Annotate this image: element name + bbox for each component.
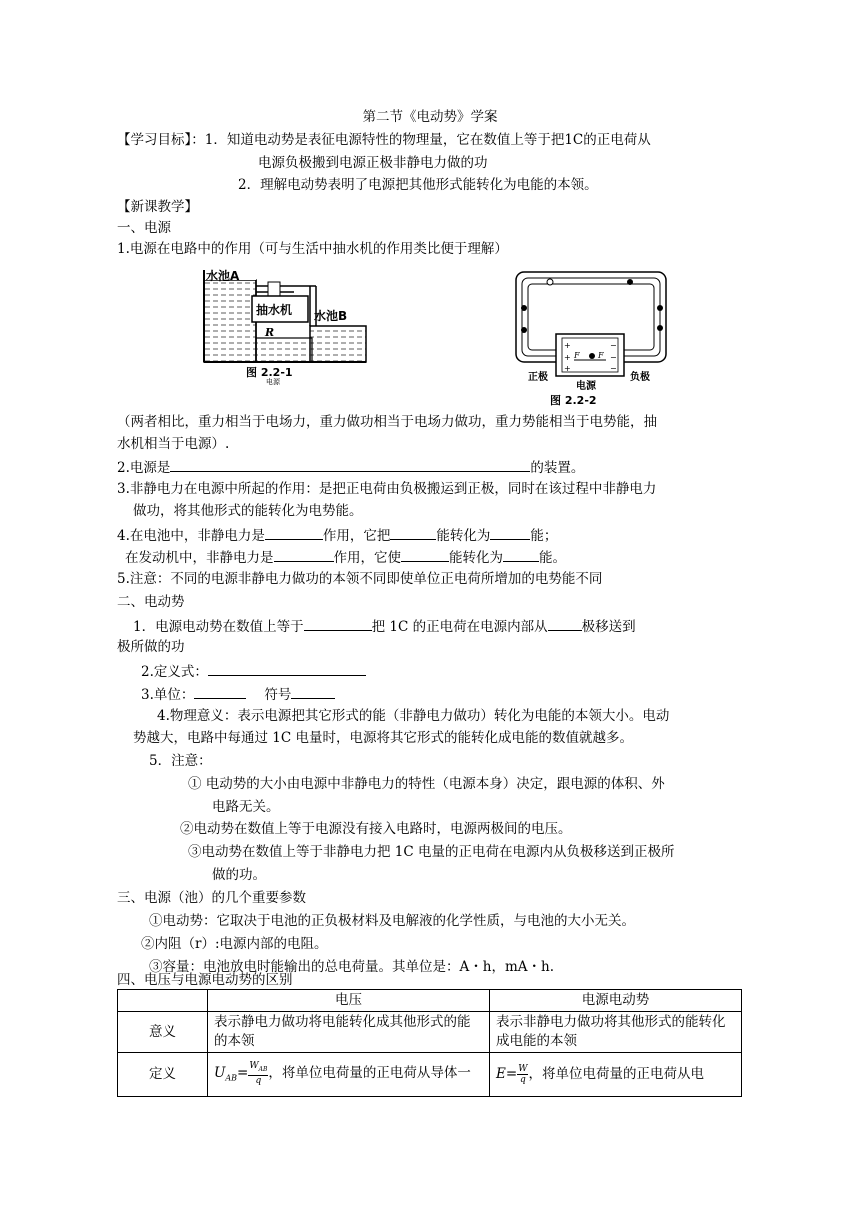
objectives-line1: [117, 130, 651, 150]
section-2-p2: [141, 660, 366, 682]
fill-blank[interactable]: [304, 615, 372, 631]
column-header-voltage: 电压: [208, 990, 490, 1012]
section-2-heading: 二、电动势: [117, 594, 185, 610]
fig2-caption: 图 2.2-2: [550, 394, 597, 407]
voltage-definition-text: ，将单位电荷量的正电荷从导体一: [268, 1065, 471, 1082]
s2p1-part-c: 极移送到: [581, 619, 636, 635]
section-1-p2: [117, 456, 584, 478]
emf-definition-cell: [490, 1053, 742, 1097]
p4-part-d: 能；: [530, 528, 558, 544]
emf-definition-text: ，将单位电荷量的正电荷从电: [528, 1066, 704, 1082]
q-denominator: q: [255, 1076, 262, 1086]
section-4-heading: 四、电压与电源电动势的区别: [117, 972, 293, 988]
param-2: ②内阻（r）:电源内部的电阻。: [141, 936, 328, 952]
table-corner-cell: [118, 990, 208, 1012]
figure-circuit-source: [510, 268, 670, 408]
section-1-heading: 一、电源: [117, 220, 171, 236]
svg-text:+: +: [564, 341, 571, 350]
figure-water-pump: [196, 268, 376, 386]
pool-b-label: 水池B: [314, 309, 348, 323]
definition-label: 2.定义式：: [141, 664, 208, 680]
negative-pole-label: 负极: [630, 372, 650, 383]
fill-blank[interactable]: [390, 524, 436, 540]
emf-fraction: [517, 1064, 528, 1085]
force-label-2: F: [598, 351, 604, 360]
w-numerator: W: [249, 1061, 259, 1072]
svg-text:+: +: [564, 353, 571, 362]
unit-label: 3.单位：: [141, 687, 195, 703]
row-header-definition: 定义: [118, 1053, 208, 1097]
svg-text:−: −: [610, 353, 617, 362]
u-symbol: U: [214, 1065, 226, 1082]
symbol-label: 符号: [264, 687, 292, 703]
fill-blank[interactable]: [291, 683, 335, 699]
note-2: ②电动势在数值上等于电源没有接入电路时，电源两极间的电压。: [180, 821, 572, 837]
analogy-line2: 水机相当于电源）.: [117, 436, 230, 452]
p4-part-c: 能转化为: [436, 528, 491, 544]
fill-blank[interactable]: [208, 660, 366, 676]
p4e-part-a: 在发动机中，非静电力是: [125, 550, 274, 566]
emf-meaning-cell: 表示非静电力做功将其他形式的能转化成电能的本领: [490, 1012, 742, 1053]
w-numerator: W: [518, 1064, 528, 1074]
fill-blank[interactable]: [548, 615, 582, 631]
fill-blank[interactable]: [401, 546, 449, 562]
pump-label: 抽水机: [256, 303, 293, 317]
fig1-caption: 图 2.2-1: [246, 366, 293, 379]
p4e-part-d: 能。: [539, 550, 566, 566]
p4-part-b: 作用，它把: [322, 528, 391, 544]
positive-pole-label: 正极: [528, 372, 548, 383]
source-label: 电源: [576, 381, 596, 392]
section-1-p4-engine: [125, 546, 566, 568]
note-1-line1: ① 电动势的大小由电源中非静电力的特性（电源本身）决定，跟电源的体积、外: [188, 776, 665, 792]
section-2-p3: [141, 683, 335, 705]
comparison-table: [117, 989, 742, 1097]
section-2-p1-line2: 极所做的功: [117, 639, 185, 655]
table-row: [118, 1012, 742, 1053]
doc-title: 第二节《电动势》学案: [362, 109, 498, 125]
equals-sign: =: [237, 1065, 249, 1082]
pool-a-label: 水池A: [206, 269, 240, 283]
section-1-p1: 1.电源在电路中的作用（可与生活中抽水机的作用类比便于理解）: [117, 241, 508, 257]
section-1-p3-line1: 3.非静电力在电源中所起的作用：是把正电荷由负极搬运到正极，同时在该过程中非静电力: [117, 481, 657, 497]
note-1-line2: 电路无关。: [212, 799, 280, 815]
s2p1-part-a: 1．电源电动势在数值上等于: [133, 619, 304, 635]
p2-end: 的装置。: [530, 460, 585, 476]
equals-sign: =: [505, 1066, 518, 1082]
force-label-1: F: [574, 351, 580, 360]
section-2-p5: 5．注意：: [149, 753, 212, 769]
s2p1-part-b: 把 1C 的正电荷在电源内部从: [371, 619, 548, 635]
q-denominator: q: [519, 1075, 526, 1085]
note-3-line2: 做的功。: [212, 867, 266, 883]
e-symbol: E: [496, 1066, 506, 1082]
p4e-part-c: 能转化为: [449, 550, 503, 566]
objective-1: 1．知道电动势是表征电源特性的物理量，它在数值上等于把1C的正电荷从: [204, 132, 651, 148]
section-1-p3-line2: 做功，将其他形式的能转化为电势能。: [133, 503, 363, 519]
voltage-definition-cell: [208, 1053, 490, 1097]
section-3-heading: 三、电源（池）的几个重要参数: [117, 890, 306, 906]
p2-start: 2.电源是: [117, 460, 171, 476]
p4-part-a: 4.在电池中，非静电力是: [117, 528, 265, 544]
section-2-p4-line2: 势越大，电路中每通过 1C 电量时，电源将其它形式的能转化成电能的数值就越多。: [133, 730, 633, 746]
objective-2: 2．理解电动势表明了电源把其他形式能转化为电能的本领。: [238, 177, 598, 193]
fill-blank[interactable]: [490, 524, 530, 540]
w-subscript: AB: [258, 1066, 268, 1073]
u-subscript: AB: [225, 1073, 238, 1083]
r-label: R: [265, 326, 275, 339]
fill-blank[interactable]: [274, 546, 334, 562]
note-3-line1: ③电动势在数值上等于非静电力把 1C 电量的正电荷在电源内从负极移送到正极所: [188, 844, 675, 860]
section-2-p4-line1: 4.物理意义：表示电源把其它形式的能（非静电力做功）转化为电能的本领大小。电动: [157, 708, 670, 724]
analogy-line1: （两者相比，重力相当于电场力，重力做功相当于电场力做功，重力势能相当于电势能，抽: [117, 414, 657, 430]
table-header-row: [118, 990, 742, 1012]
p4e-part-b: 作用，它使: [333, 550, 401, 566]
voltage-meaning-cell: 表示静电力做功将电能转化成其他形式的能的本领: [208, 1012, 490, 1053]
fill-blank[interactable]: [503, 546, 539, 562]
svg-text:+: +: [564, 364, 571, 373]
fill-blank[interactable]: [170, 456, 530, 472]
new-lesson-heading: 【新课教学】: [117, 199, 198, 215]
svg-text:−: −: [610, 341, 617, 350]
section-1-p5: 5.注意：不同的电源非静电力做功的本领不同即使单位正电荷所增加的电势能不同: [117, 571, 603, 587]
fill-blank[interactable]: [194, 683, 246, 699]
param-3: ③容量：电池放电时能输出的总电荷量。其单位是：A・h，mA・h.: [149, 959, 554, 975]
row-header-meaning: 意义: [118, 1012, 208, 1053]
section-2-p1: [133, 615, 636, 637]
table-row: [118, 1053, 742, 1097]
objectives-label: 【学习目标】：: [117, 132, 205, 148]
section-1-p4: [117, 524, 557, 546]
fig1-sublabel: 电源: [266, 378, 280, 386]
svg-text:−: −: [610, 364, 617, 373]
column-header-emf: 电源电动势: [490, 990, 742, 1012]
param-1: ①电动势：它取决于电池的正负极材料及电解液的化学性质，与电池的大小无关。: [149, 913, 635, 929]
voltage-fraction: [248, 1061, 268, 1086]
fill-blank[interactable]: [265, 524, 323, 540]
objective-1-cont: 电源负极搬到电源正极非静电力做的功: [258, 155, 488, 171]
